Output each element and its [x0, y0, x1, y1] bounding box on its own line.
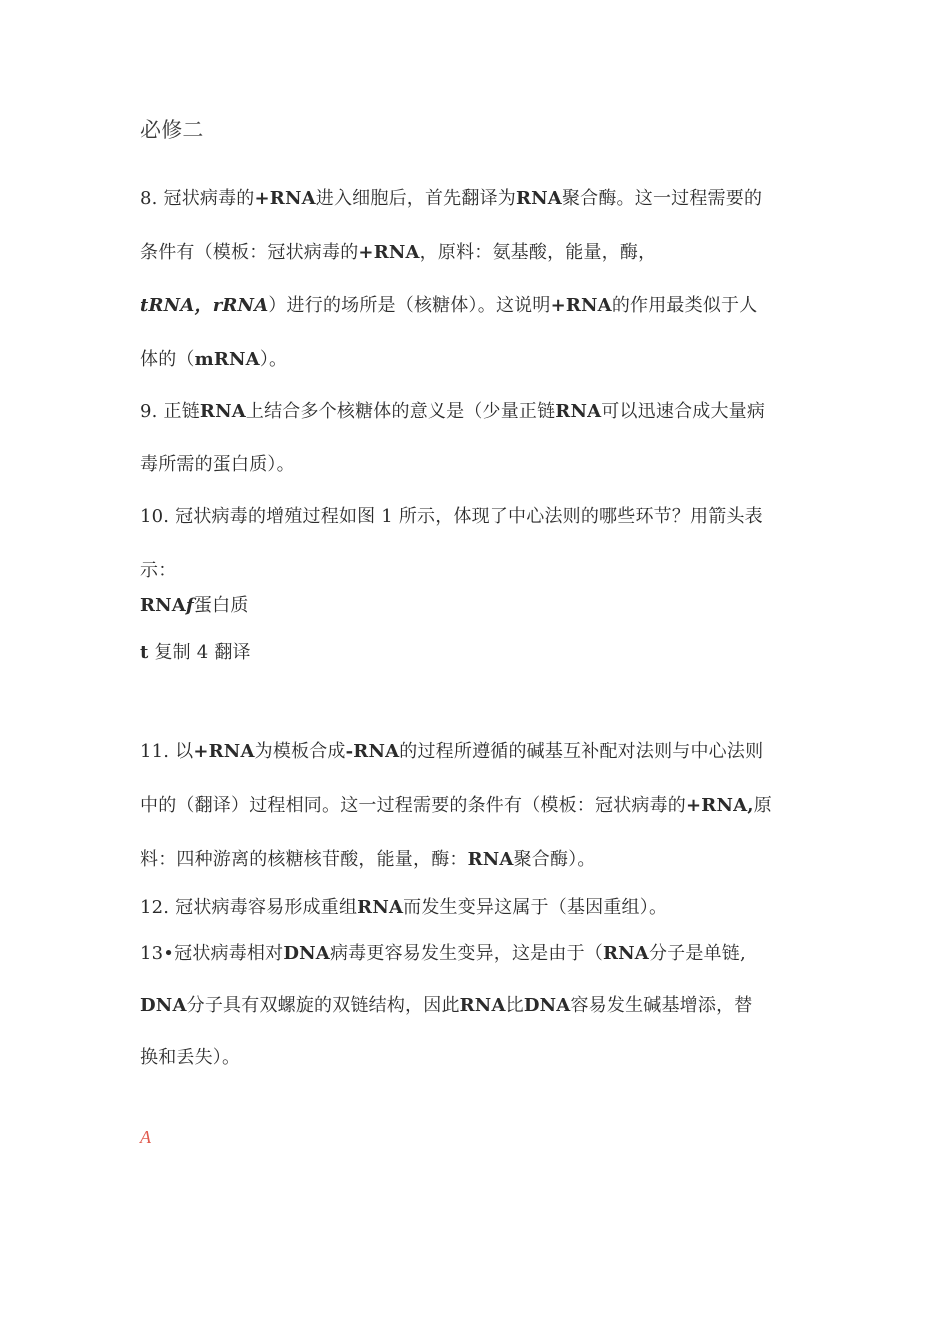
term: DNA: [140, 995, 187, 1016]
term: RNA: [602, 943, 649, 964]
text: 13•冠状病毒相对: [140, 943, 284, 964]
text: ）进行的场所是（核糖体）。这说明: [268, 295, 551, 316]
q11-line-1: [140, 737, 763, 763]
text: 而发生变异这属于（基因重组）。: [403, 897, 668, 918]
text: ）。: [259, 349, 288, 370]
term: +RNA: [254, 188, 316, 209]
text: 中的（翻译）过程相同。这一过程需要的条件有（模板：冠状病毒的: [140, 795, 686, 816]
term: +RNA,: [686, 795, 754, 816]
text: 条件有（模板：冠状病毒的: [140, 242, 359, 263]
text: 比: [505, 995, 524, 1016]
text: 容易发生碱基增添，替: [570, 995, 753, 1016]
term: RNA: [140, 595, 186, 616]
text: 为模板合成: [254, 741, 346, 762]
q8-line-3: [140, 291, 757, 317]
term: RNA: [199, 401, 246, 422]
q12-line-1: [140, 893, 667, 919]
q9-line-1: [140, 397, 765, 423]
text: 分子是单链,: [648, 943, 746, 964]
text: 9. 正链: [140, 401, 200, 422]
text: 的过程所遵循的碱基互补配对法则与中心法则: [399, 741, 764, 762]
text: ，原料：氨基酸，能量，酶，: [419, 242, 657, 263]
text: 12. 冠状病毒容易形成重组: [140, 897, 358, 918]
text: 换和丢失）。: [140, 1047, 241, 1068]
q13-line-3: [140, 1043, 240, 1069]
term: +RNA: [550, 295, 612, 316]
q11-line-3: [140, 845, 596, 871]
text: 毒所需的蛋白质）。: [140, 454, 295, 475]
term: DNA: [523, 995, 571, 1016]
term: +RNA: [358, 242, 420, 263]
q10-line-4: [140, 638, 251, 664]
q13-line-2: [140, 991, 752, 1017]
text: 的作用最类似于人: [611, 295, 758, 316]
q8-line-1: [140, 184, 762, 210]
q9-line-2: [140, 450, 295, 476]
text: 上结合多个核糖体的意义是（少量正链: [245, 401, 556, 422]
term: RNA: [555, 401, 602, 422]
term: RNA: [459, 995, 506, 1016]
arrow-symbol: f: [185, 595, 194, 616]
q8-line-4: [140, 345, 287, 371]
term: mRNA: [194, 349, 260, 370]
text: 进入细胞后，首先翻译为: [315, 188, 516, 209]
text: 11. 以: [140, 741, 194, 762]
text: 8. 冠状病毒的: [140, 188, 255, 209]
term: RNA: [467, 849, 514, 870]
term: RNA: [357, 897, 404, 918]
text: 分子具有双螺旋的双链结构，因此: [186, 995, 460, 1016]
text: 复制 4 翻译: [154, 642, 251, 663]
term: +RNA: [193, 741, 255, 762]
text: 病毒更容易发生变异，这是由于（: [329, 943, 603, 964]
term: DNA: [283, 943, 330, 964]
text: 原: [753, 795, 772, 816]
q10-line-2: [140, 556, 176, 582]
text: 聚合酶）。: [513, 849, 596, 870]
q11-line-2: [140, 791, 772, 817]
term: -RNA: [345, 741, 400, 762]
text: 可以迅速合成大量病: [601, 401, 766, 422]
text: 聚合酶。这一过程需要的: [561, 188, 763, 209]
page-title: 必修二: [140, 118, 204, 142]
arrow-symbol: t: [140, 642, 149, 663]
text: 料：四种游离的核糖核苷酸，能量，酶：: [140, 849, 468, 870]
text: 蛋白质: [193, 595, 249, 616]
q10-line-3: [140, 591, 249, 617]
q10-line-1: [140, 502, 763, 528]
text: 10. 冠状病毒的增殖过程如图 1 所示，体现了中心法则的哪些环节？用箭头表: [140, 506, 763, 527]
text: 示：: [140, 560, 177, 581]
text: 体的（: [140, 349, 195, 370]
term: tRNA，rRNA: [140, 295, 269, 316]
red-marker-letter: A: [140, 1127, 151, 1147]
q8-line-2: [140, 238, 656, 264]
q13-line-1: [140, 939, 746, 965]
term: RNA: [515, 188, 562, 209]
